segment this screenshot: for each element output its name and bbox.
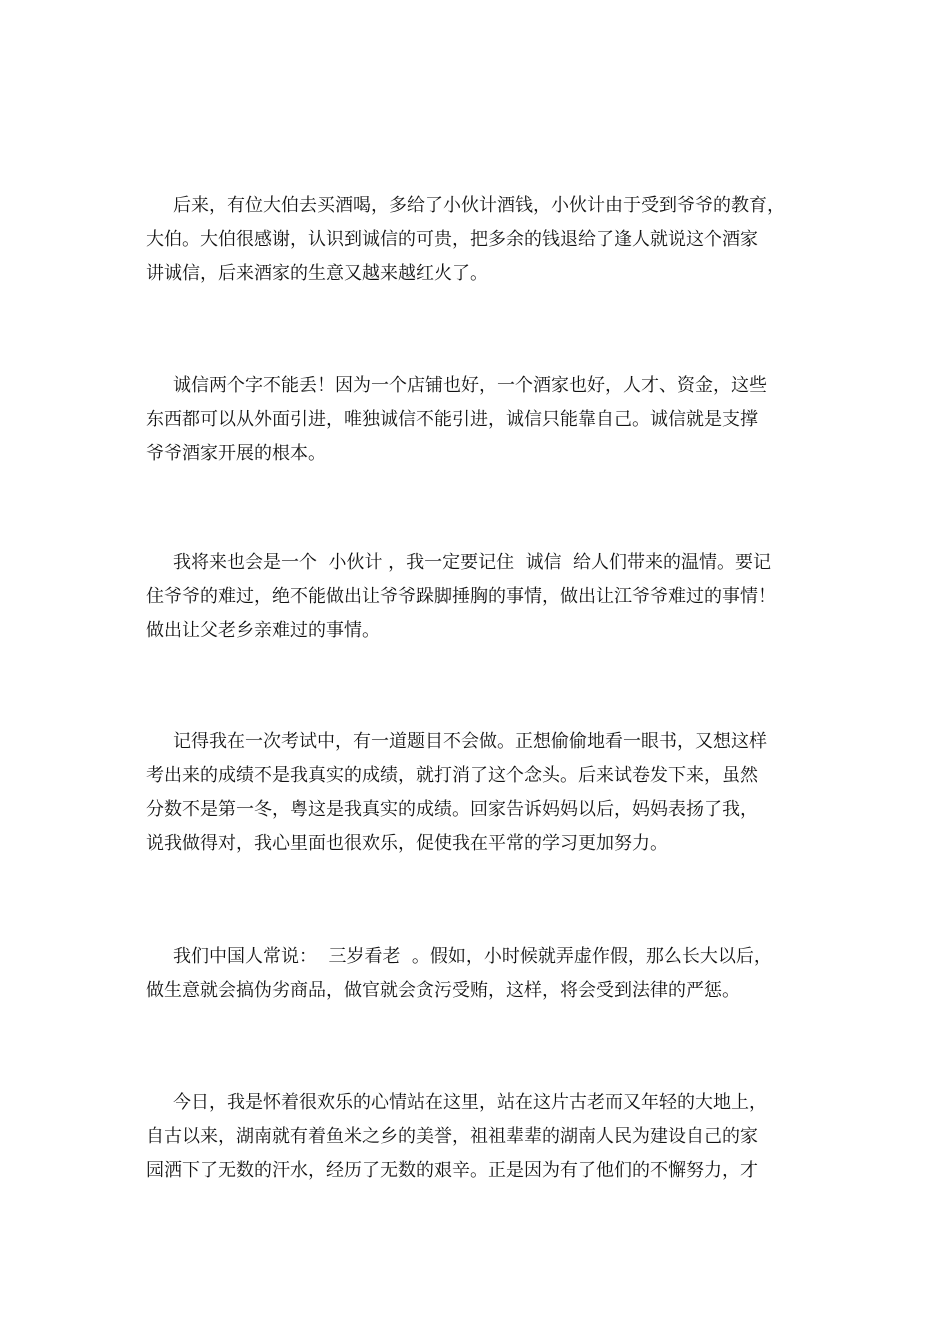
paragraph-3 (146, 546, 826, 648)
paragraph-line: 后来，有位大伯去买酒喝，多给了小伙计酒钱，小伙计由于受到爷爷的教育， (173, 195, 785, 216)
paragraph-line: 大伯。大伯很感谢，认识到诚信的可贵，把多余的钱退给了逢人就说这个酒家 (146, 229, 758, 250)
paragraph-line: 做出让父老乡亲难过的事情。 (146, 620, 380, 641)
paragraph-line: 今日，我是怀着很欢乐的心情站在这里，站在这片古老而又年轻的大地上， (173, 1092, 767, 1113)
paragraph-line: 记得我在一次考试中，有一道题目不会做。正想偷偷地看一眼书，又想这样 (173, 731, 767, 752)
paragraph-line: 我将来也会是一个 小伙计 ，我一定要记住 诚信 给人们带来的温情。要记 (173, 552, 772, 573)
paragraph-line: 东西都可以从外面引进，唯独诚信不能引进，诚信只能靠自己。诚信就是支撑 (146, 409, 758, 430)
paragraph-1 (146, 189, 826, 291)
paragraph-line: 分数不是第一冬，粤这是我真实的成绩。回家告诉妈妈以后，妈妈表扬了我， (146, 799, 758, 820)
paragraph-line: 诚信两个字不能丢！因为一个店铺也好，一个酒家也好，人才、资金，这些 (173, 375, 767, 396)
paragraph-6 (146, 1086, 826, 1188)
paragraph-line: 说我做得对，我心里面也很欢乐，促使我在平常的学习更加努力。 (146, 833, 668, 854)
paragraph-line: 讲诚信，后来酒家的生意又越来越红火了。 (146, 263, 488, 284)
paragraph-line: 爷爷酒家开展的根本。 (146, 443, 326, 464)
paragraph-line: 做生意就会搞伪劣商品，做官就会贪污受贿，这样，将会受到法律的严惩。 (146, 980, 740, 1001)
paragraph-line: 住爷爷的难过，绝不能做出让爷爷跺脚捶胸的事情，做出让江爷爷难过的事情！ (146, 586, 776, 607)
paragraph-line: 自古以来，湖南就有着鱼米之乡的美誉，祖祖辈辈的湖南人民为建设自己的家 (146, 1126, 758, 1147)
paragraph-line: 考出来的成绩不是我真实的成绩，就打消了这个念头。后来试卷发下来，虽然 (146, 765, 758, 786)
paragraph-4 (146, 725, 826, 861)
paragraph-line: 园洒下了无数的汗水，经历了无数的艰辛。正是因为有了他们的不懈努力，才 (146, 1160, 758, 1181)
paragraph-line: 我们中国人常说： 三岁看老 。假如，小时候就弄虚作假，那么长大以后， (173, 946, 772, 967)
paragraph-5 (146, 940, 826, 1008)
paragraph-2 (146, 369, 826, 471)
